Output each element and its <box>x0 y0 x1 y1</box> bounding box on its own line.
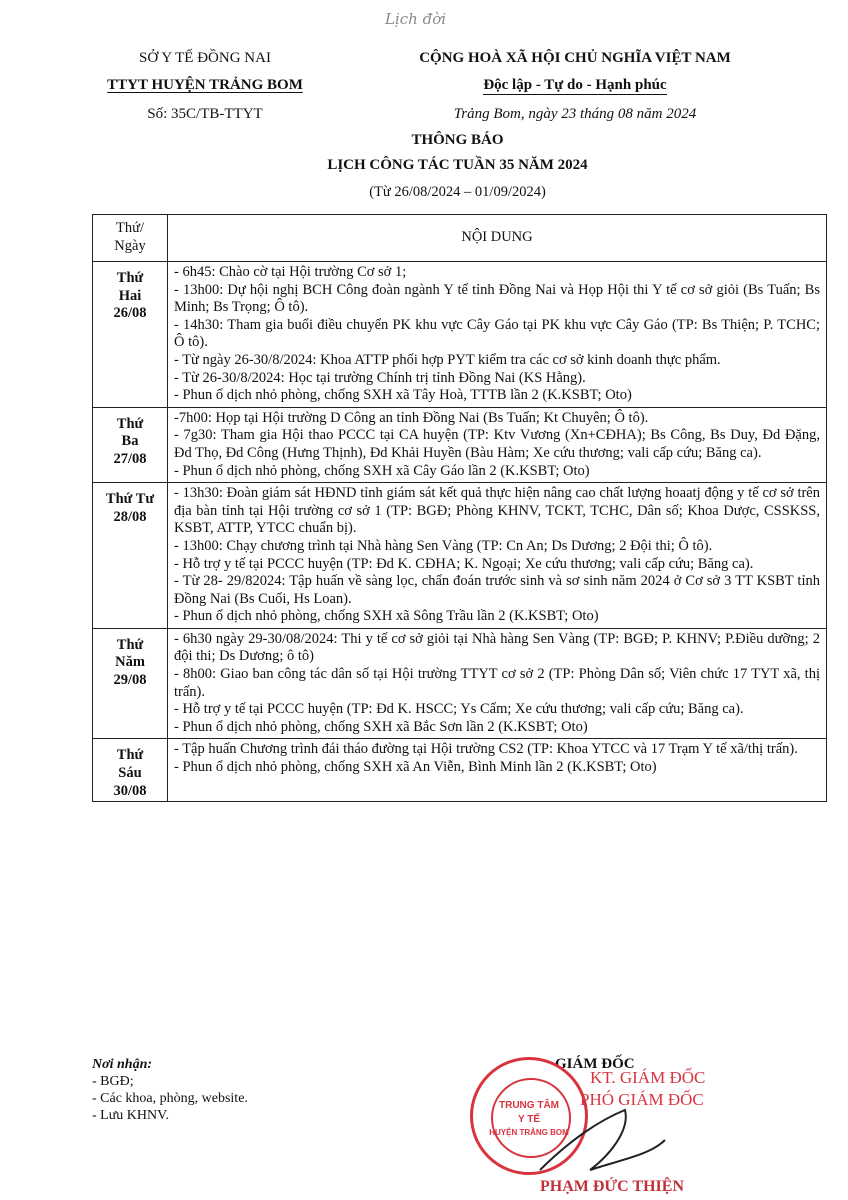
recipient-item: - BGĐ; <box>92 1074 134 1089</box>
table-row <box>93 739 827 802</box>
table-row <box>93 483 827 629</box>
agency-name: SỞ Y TẾ ĐỒNG NAI <box>139 50 271 66</box>
day-day-date: 26/08 <box>113 305 147 322</box>
recipient-item: - Các khoa, phòng, website. <box>92 1091 248 1106</box>
schedule-item: - 6h30 ngày 29-30/08/2024: Thi y tế cơ sở giỏi tại Nhà hàng Sen Vàng (TP: BGĐ; P. KHNV; P.Điều dưỡng; 2 đội thi; Ds Dương; ô tô) <box>174 630 820 665</box>
day-day-line2: Sáu <box>118 765 142 782</box>
day-day-line2: Năm <box>115 654 145 671</box>
day-cell <box>93 407 168 482</box>
column-header-content: NỘI DUNG <box>168 215 827 262</box>
schedule-item: - Từ ngày 26-30/8/2024: Khoa ATTP phối hợp PYT kiểm tra các cơ sở kinh doanh thực phẩm. <box>174 351 721 368</box>
content-cell <box>168 407 827 482</box>
day-cell <box>93 739 168 802</box>
day-day-line1: Thứ <box>116 747 144 764</box>
signature-deputy-line: PHÓ GIÁM ĐỐC <box>580 1090 704 1109</box>
schedule-item: - Phun ổ dịch nhỏ phòng, chống SXH xã Tây Hoà, TTTB lần 2 (K.KSBT; Oto) <box>174 387 632 404</box>
day-day-line1: Thứ Tư <box>105 491 155 508</box>
schedule-item: - 7g30: Tham gia Hội thao PCCC tại CA huyện (TP: Ktv Vương (Xn+CĐHA); Bs Công, Bs Duy, Đd Đặng, Đd Thọ, Đd Công (Hưng Thịnh), Đd Khải Huyền (Bàu Hàm; Xe cứu thương; vali cấp cứu; Băng ca). <box>174 427 820 461</box>
schedule-item: - Phun ổ dịch nhỏ phòng, chống SXH xã Bắc Sơn lần 2 (K.KSBT; Oto) <box>174 718 588 735</box>
day-day-line1: Thứ <box>116 415 144 432</box>
column-header-day: Thứ/ Ngày <box>93 215 168 262</box>
schedule-item: - Hỗ trợ y tế tại PCCC huyện (TP: Đd K. CĐHA; K. Ngoại; Xe cứu thương; vali cấp cứu; Băng ca). <box>174 555 754 572</box>
signature-kt-line: KT. GIÁM ĐỐC <box>590 1068 706 1087</box>
recipient-item: - Lưu KHNV. <box>92 1108 169 1123</box>
content-cell <box>168 262 827 408</box>
national-motto: Độc lập - Tự do - Hạnh phúc <box>483 77 667 93</box>
day-day-date: 29/08 <box>113 672 147 689</box>
document-number: Số: 35C/TB-TTYT <box>147 106 263 122</box>
schedule-item: - 8h00: Giao ban công tác dân số tại Hội trường TTYT cơ sở 2 (TP: Phòng Dân số; Viên chức 17 TYT xã, thị trấn). <box>174 666 820 700</box>
schedule-item: - Hỗ trợ y tế tại PCCC huyện (TP: Đd K. HSCC; Ys Cẩm; Xe cứu thương; vali cấp cứu; Băng ca). <box>174 701 744 718</box>
handwritten-note: Lịch đời <box>385 10 447 28</box>
day-day-line1: Thứ <box>116 636 144 653</box>
schedule-item: - 13h00: Chạy chương trình tại Nhà hàng Sen Vàng (TP: Cn An; Ds Dương; 2 Đội thi; Ô tô). <box>174 537 713 554</box>
doc-title: LỊCH CÔNG TÁC TUẦN 35 NĂM 2024 <box>327 157 588 173</box>
day-day-line2: Hai <box>118 287 142 304</box>
content-cell <box>168 483 827 629</box>
national-title: CỘNG HOÀ XÃ HỘI CHỦ NGHĨA VIỆT NAM <box>419 50 731 66</box>
unit-name: TTYT HUYỆN TRẢNG BOM <box>107 77 303 93</box>
day-day-line2: Ba <box>121 433 139 450</box>
date-range: (Từ 26/08/2024 – 01/09/2024) <box>369 184 546 200</box>
schedule-item: - Từ 28- 29/82024: Tập huấn về sàng lọc, chẩn đoán trước sinh và sơ sinh năm 2024 ở Cơ sở 3 TT KSBT tỉnh Đồng Nai (Bs Cuối, Hs Loan). <box>174 573 820 607</box>
schedule-item: - 13h00: Dự hội nghị BCH Công đoàn ngành Y tế tỉnh Đồng Nai và Họp Hội thi Y tế cơ sở giỏi (Bs Tuấn; Bs Minh; Bs Trọng; Ô tô). <box>174 281 820 316</box>
day-cell <box>93 262 168 408</box>
signature-scribble <box>530 1100 670 1180</box>
schedule-item: - Từ 26-30/8/2024: Học tại trường Chính trị tỉnh Đồng Nai (KS Hằng). <box>174 369 586 386</box>
stamp-line-3: HUYỆN TRẢNG BOM <box>489 1128 569 1137</box>
day-cell <box>93 483 168 629</box>
signer-name: PHẠM ĐỨC THIỆN <box>540 1178 684 1195</box>
day-day-date: 30/08 <box>113 782 147 799</box>
schedule-item: - 13h30: Đoàn giám sát HĐND tỉnh giám sát kết quả thực hiện nâng cao chất lượng hoaatj động y tế cơ sở trên địa bàn tỉnh tại Hội trường cơ sở 1 (TP: BGĐ; Phòng KHNV, TCKT, TCHC, Dân số; Khoa Dược, CSSKSS, KSBT, ATTP, YTCC chuẩn bị). <box>174 485 820 537</box>
schedule-table <box>92 214 827 802</box>
schedule-item: - Tập huấn Chương trình đái tháo đường tại Hội trường CS2 (TP: Khoa YTCC và 17 Trạm Y tế xã/thị trấn). <box>174 741 798 758</box>
schedule-item: - Phun ổ dịch nhỏ phòng, chống SXH xã Sông Trầu lần 2 (K.KSBT; Oto) <box>174 608 599 625</box>
doc-type: THÔNG BÁO <box>411 132 504 148</box>
day-cell <box>93 628 168 739</box>
issue-date: Trảng Bom, ngày 23 tháng 08 năm 2024 <box>453 106 697 122</box>
schedule-item: - Phun ổ dịch nhỏ phòng, chống SXH xã An Viễn, Bình Minh lần 2 (K.KSBT; Oto) <box>174 759 657 776</box>
content-cell <box>168 739 827 802</box>
signature-title: GIÁM ĐỐC <box>555 1056 635 1072</box>
recipients-list <box>92 1073 248 1124</box>
table-row <box>93 262 827 408</box>
content-cell <box>168 628 827 739</box>
schedule-body <box>93 262 827 802</box>
day-day-line1: Thứ <box>116 270 144 286</box>
stamp-line-2: Y TẾ <box>517 1114 541 1125</box>
schedule-item: - 14h30: Tham gia buổi điều chuyển PK khu vực Cây Gáo tại PK khu vực Cây Gáo (TP: Bs Thiện; P. TCHC; Ô tô). <box>174 316 820 351</box>
table-row <box>93 628 827 739</box>
schedule-item: - 6h45: Chào cờ tại Hội trường Cơ sở 1; <box>174 264 407 280</box>
recipients <box>92 1056 248 1124</box>
day-day-date: 28/08 <box>113 508 147 525</box>
table-header-row <box>93 215 827 262</box>
recipients-heading: Nơi nhận: <box>92 1057 153 1072</box>
schedule-item: - Phun ổ dịch nhỏ phòng, chống SXH xã Cây Gáo lần 2 (K.KSBT; Oto) <box>174 462 590 479</box>
table-row <box>93 407 827 482</box>
stamp-line-1: TRUNG TÂM <box>499 1100 559 1111</box>
day-day-date: 27/08 <box>113 450 147 467</box>
schedule-item: -7h00: Họp tại Hội trường D Công an tỉnh Đồng Nai (Bs Tuấn; Kt Chuyên; Ô tô). <box>174 409 649 426</box>
